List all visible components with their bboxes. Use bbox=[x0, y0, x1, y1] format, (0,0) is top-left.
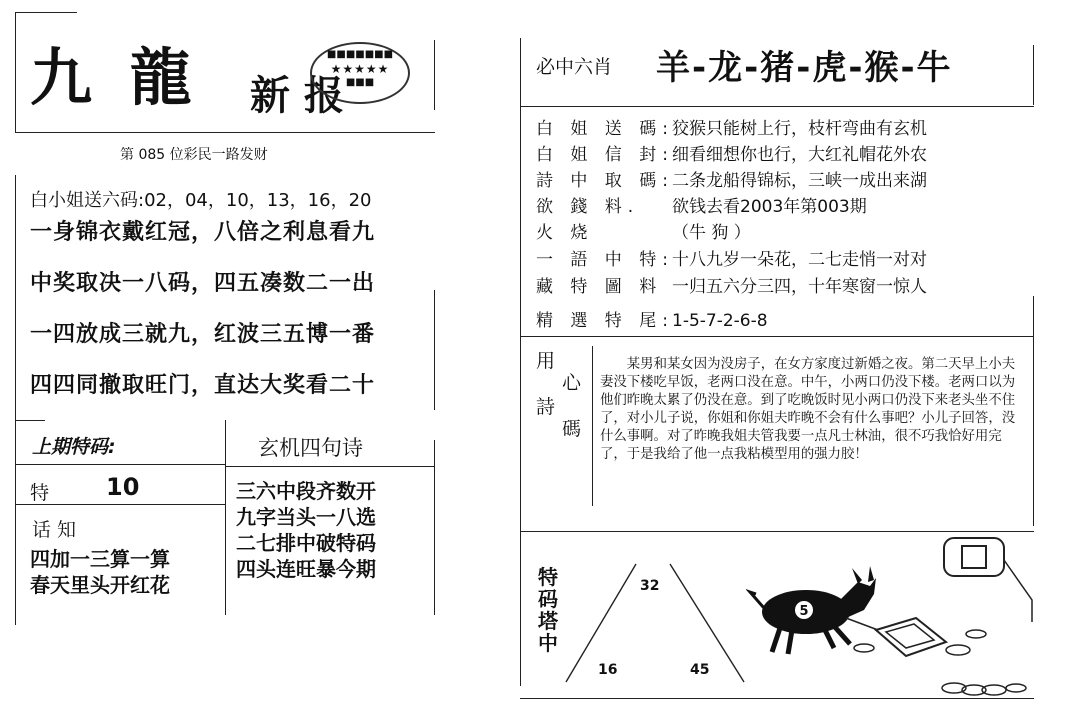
special-value: 10 bbox=[106, 473, 140, 501]
stamp-bottom-text: ■■■ bbox=[345, 77, 375, 88]
left-mid-frame-right bbox=[434, 290, 435, 410]
tip-value: 1-5-7-2-6-8 bbox=[672, 311, 768, 331]
last-issue-label: 上期特码: bbox=[32, 436, 116, 458]
right-frame-left bbox=[520, 38, 521, 538]
tower-top-number: 32 bbox=[640, 578, 660, 594]
donkey-number: 5 bbox=[799, 604, 809, 619]
tip-label: 火 烧 bbox=[536, 223, 594, 243]
tower-triangle bbox=[560, 560, 760, 685]
tip-value: （牛 狗 ） bbox=[672, 223, 751, 243]
story-divider bbox=[592, 346, 593, 506]
tip-row bbox=[536, 140, 927, 165]
tip-value: 二条龙船得锦标，三峡一成出来湖 bbox=[672, 171, 927, 191]
poem-line: 中奖取决一八码，四五凑数二一出 bbox=[30, 271, 376, 296]
tip-row bbox=[536, 272, 927, 297]
xuanji-line: 三六中段齐数开 bbox=[236, 479, 376, 503]
tip-row bbox=[536, 192, 867, 217]
tower-bottom-rule bbox=[520, 698, 1034, 699]
xuanji-title: 玄机四句诗 bbox=[258, 436, 363, 460]
hua-line: 春天里头开红花 bbox=[30, 573, 170, 597]
tower-label-char: 特 bbox=[538, 565, 558, 589]
tower-label bbox=[538, 566, 562, 654]
xuanji-line: 二七排中破特码 bbox=[236, 531, 376, 555]
tip-label: 欲 錢 料. bbox=[536, 197, 640, 217]
zodiac-label: 必中六肖 bbox=[536, 56, 613, 78]
tip-label: 白 姐 送 碼: bbox=[536, 119, 674, 139]
story-label-char: 詩 bbox=[536, 396, 556, 418]
right-frame-right bbox=[1033, 45, 1034, 105]
tower-label-char: 塔 bbox=[538, 609, 558, 633]
hua-line: 四加一三算一算 bbox=[30, 547, 170, 571]
issue-rule bbox=[15, 132, 435, 133]
special-bottom-rule bbox=[15, 504, 225, 505]
poem-bottom-rule bbox=[15, 420, 45, 421]
left-top-rule bbox=[15, 12, 77, 13]
last-issue-divider bbox=[225, 420, 226, 615]
tower-label-char: 码 bbox=[538, 587, 558, 611]
story-label bbox=[536, 346, 586, 446]
stamp-stars: ★★★★★ bbox=[330, 62, 390, 76]
tip-label: 藏 特 圖 料 bbox=[536, 277, 663, 297]
issue-line: 第 085 位彩民一路发财 bbox=[120, 147, 268, 163]
tip-row bbox=[536, 166, 927, 191]
tip-row bbox=[536, 114, 927, 139]
special-top-rule bbox=[15, 464, 225, 465]
xuanji-rule bbox=[225, 466, 435, 467]
tip-row bbox=[536, 306, 768, 331]
poem-line: 四四同撤取旺门，直达大奖看二十 bbox=[30, 373, 376, 398]
left-frame-left bbox=[15, 12, 16, 132]
tower-bottom-right-number: 45 bbox=[690, 662, 710, 678]
donkey-illustration bbox=[746, 530, 1036, 700]
xuanji-line: 四头连旺暴今期 bbox=[236, 557, 376, 581]
numbers-line: 白小姐送六码:02，04，10，13，16，20 bbox=[30, 190, 372, 211]
story-label-char: 心 bbox=[562, 372, 582, 394]
tower-label-char: 中 bbox=[538, 631, 558, 655]
xuanji-frame-right bbox=[434, 440, 435, 615]
story-label-char: 用 bbox=[536, 350, 556, 372]
zodiac-rule bbox=[520, 106, 1034, 107]
tip-value: 狡猴只能树上行，枝杆弯曲有玄机 bbox=[672, 119, 927, 139]
tip-label: 詩 中 取 碼: bbox=[536, 171, 674, 191]
masthead-subtitle: 新 报 bbox=[250, 72, 344, 119]
tip-label: 白 姐 信 封: bbox=[536, 145, 674, 165]
tip-value: 一归五六分三四，十年寒窗一惊人 bbox=[672, 277, 927, 297]
tip-value: 细看细想你也行，大红礼帽花外农 bbox=[672, 145, 927, 165]
publisher-stamp bbox=[310, 42, 410, 104]
masthead-title: 九 龍 bbox=[30, 41, 200, 114]
tip-value: 十八九岁一朵花，二七走悄一对对 bbox=[672, 250, 927, 270]
poem-line: 一身锦衣戴红冠，八倍之利息看九 bbox=[30, 220, 376, 245]
poem-line: 一四放成三就九，红波三五博一番 bbox=[30, 322, 376, 347]
story-frame-right bbox=[1033, 296, 1034, 526]
tip-label: 精 選 特 尾: bbox=[536, 311, 674, 331]
tip-label: 一 語 中 特: bbox=[536, 250, 674, 270]
special-label: 特 bbox=[30, 482, 50, 504]
story-label-char: 碼 bbox=[562, 418, 582, 440]
story-text: 某男和某女因为没房子，在女方家度过新婚之夜。第二天早上小夫妻没下楼吃早饭，老两口没在意。中午，小两口仍没下楼。老两口以为他们昨晚太累了仍没在意。到了吃晚饭时见小两口仍没下来老头坐不住了，对小儿子说，你姐和你姐夫昨晚不会有什么事吧？小儿子回答，没什么事啊。对了昨晚我姐夫管我要一点凡士林油，很不巧我恰好用完了，于是我给了他一点我粘模型用的强力胶！ bbox=[600, 357, 1016, 462]
zodiac-value: 羊-龙-猪-虎-猴-牛 bbox=[656, 48, 953, 88]
left-mid-frame-left bbox=[15, 175, 16, 420]
xuanji-line: 九字当头一八选 bbox=[236, 505, 376, 529]
stamp-top-text: ■■■■■■■ bbox=[326, 49, 394, 60]
left-frame-right bbox=[434, 40, 435, 110]
tip-row bbox=[536, 218, 751, 243]
tower-bottom-left-number: 16 bbox=[598, 662, 618, 678]
tower-frame-left bbox=[520, 531, 521, 686]
tip-value: 欲钱去看2003年第003期 bbox=[672, 197, 867, 217]
lower-left-frame bbox=[15, 420, 16, 625]
hua-label: 话 知 bbox=[32, 519, 77, 541]
tip-row bbox=[536, 245, 927, 270]
story-top-rule bbox=[520, 336, 1034, 337]
